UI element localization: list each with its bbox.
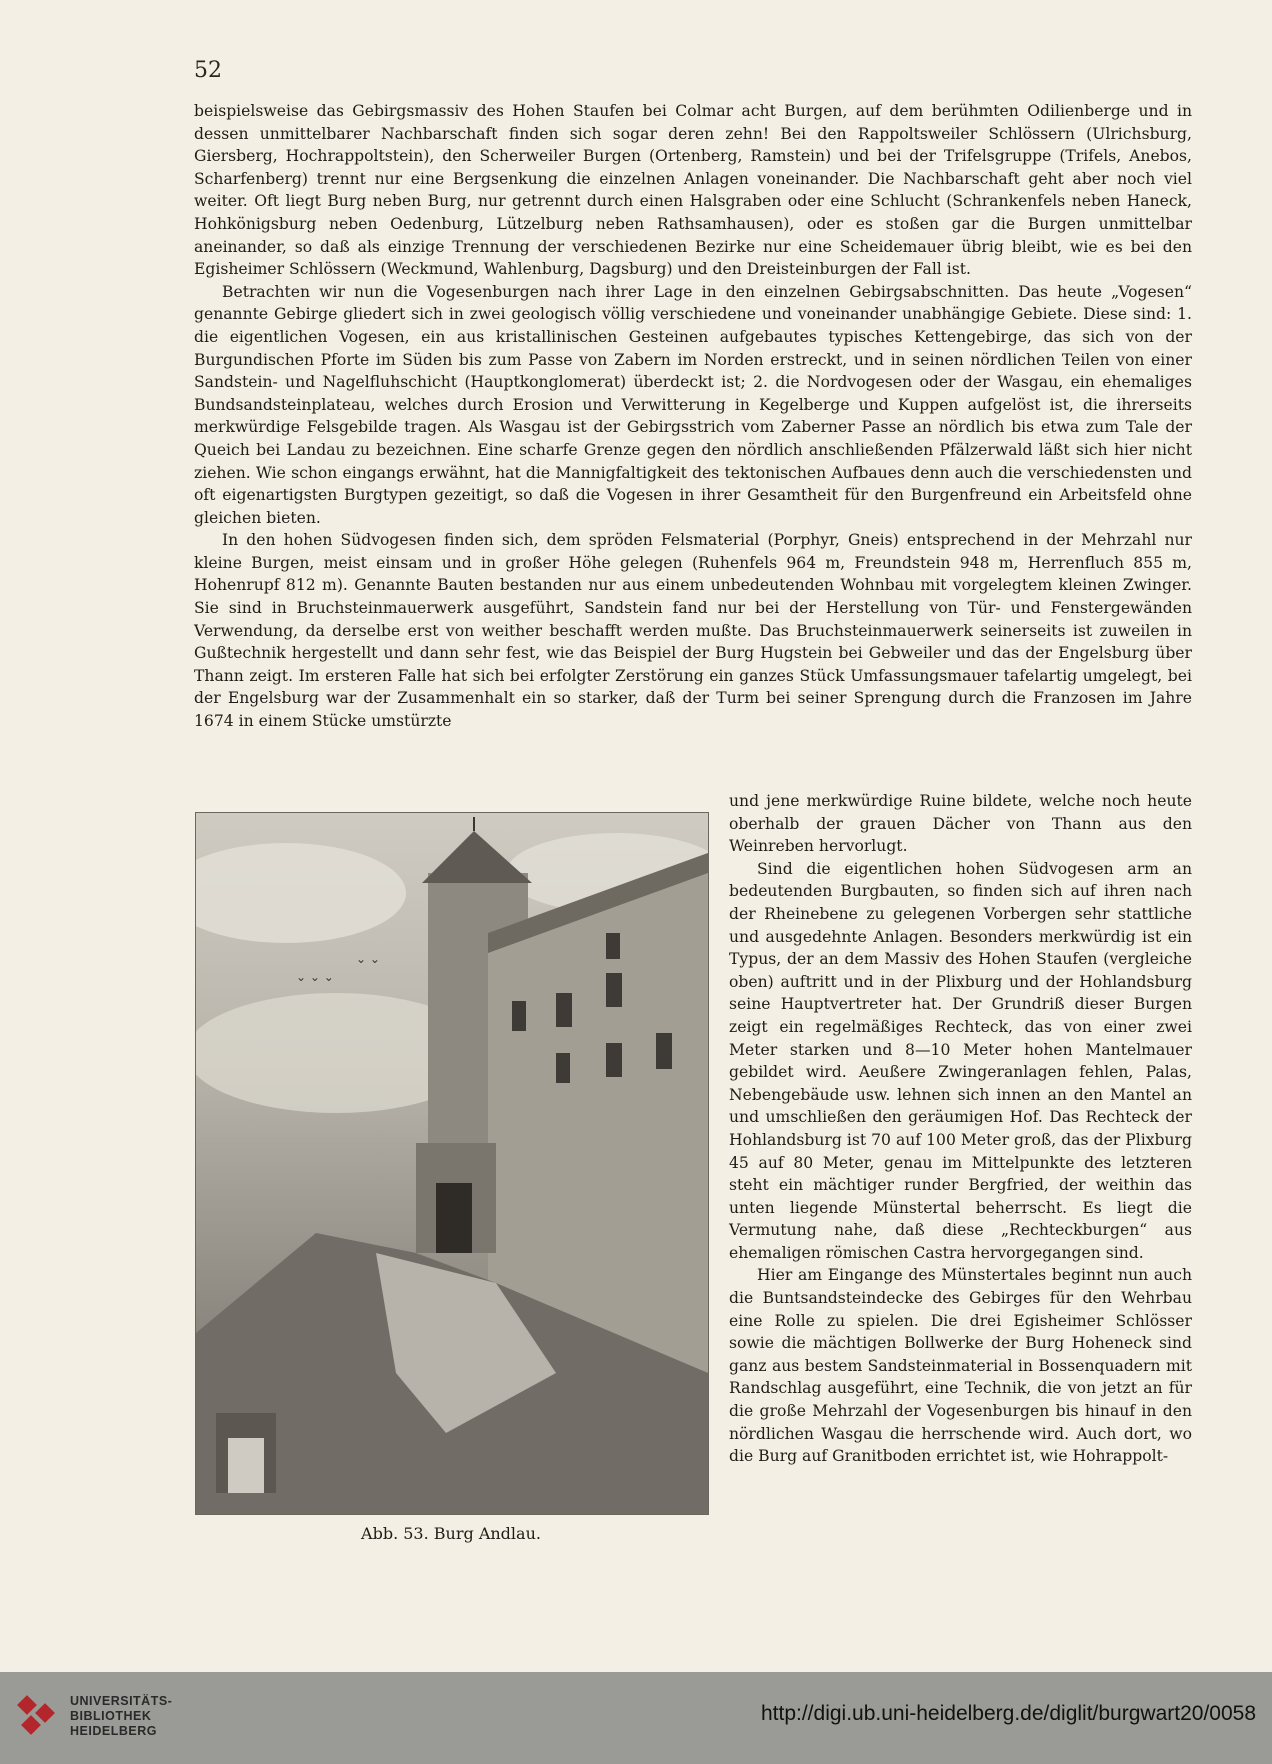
body-text-right-column bbox=[729, 790, 1192, 1468]
svg-text:⌄ ⌄: ⌄ ⌄ bbox=[356, 952, 380, 966]
figure-burg-andlau bbox=[195, 812, 709, 1515]
body-text-full-width bbox=[194, 100, 1192, 733]
paragraph-2: Betrachten wir nun die Vogesenburgen nach ihrer Lage in den einzelnen Gebirgsabschnitten. Das heute „Vogesen“ genannte Gebirge gliedert sich in zwei geologisch völlig verschiedene und voneinander unabhängige Gebiete. Diese sind: 1. die eigentlichen Vogesen, ein aus kristallinischen Gesteinen aufgebautes typisches Kettengebirge, das sich von der Burgundischen Pforte im Süden bis zum Passe von Zabern im Norden erstreckt, und in seinen nördlichen Teilen von einer Sandstein- und Nagelfluhschicht (Hauptkonglomerat) überdeckt ist; 2. die Nordvogesen oder der Wasgau, ein ehemaliges Bundsandsteinplateau, welches durch Erosion und Verwitterung in Kegelberge und Kuppen aufgelöst ist, die ihrerseits merkwürdige Felsgebilde tragen. Als Wasgau ist der Gebirgsstrich vom Zaberner Passe an nördlich bis etwa zum Tale der Queich bei Landau zu bezeichnen. Eine scharfe Grenze gegen den nördlich anschließenden Pfälzerwald läßt sich hier nicht ziehen. Wie schon eingangs erwähnt, hat die Mannigfaltigkeit des tektonischen Aufbaues denn auch die verschiedensten und oft eigenartigsten Burgtypen gezeitigt, so daß die Vogesen in ihrer Gesamtheit für den Burgenfreund ein Arbeitsfeld ohne gleichen bieten. bbox=[194, 282, 1192, 527]
library-name: UNIVERSITÄTS- BIBLIOTHEK HEIDELBERG bbox=[70, 1694, 173, 1738]
castle-illustration bbox=[196, 813, 708, 1514]
viewer-footer bbox=[0, 1672, 1272, 1764]
paragraph-1: beispielsweise das Gebirgsmassiv des Hohen Staufen bei Colmar acht Burgen, auf dem berühmten Odilienberge und in dessen unmittelbarer Nachbarschaft finden sich sogar deren zehn! Bei den Rappoltsweiler Schlössern (Ulrichsburg, Giersberg, Hochrappoltstein), den Scherweiler Burgen (Ortenberg, Ramstein) und bei der Trifelsgruppe (Trifels, Anebos, Scharfenberg) trennt nur eine Bergsenkung die einzelnen Anlagen voneinander. Die Nachbarschaft geht aber noch viel weiter. Oft liegt Burg neben Burg, nur getrennt durch einen Halsgraben oder eine Schlucht (Schrankenfels neben Haneck, Hohkönigsburg neben Oedenburg, Lützelburg neben Rathsamhausen), oder es stoßen gar die Burgen unmittelbar aneinander, so daß als einzige Trennung der verschiedenen Bezirke nur eine Scheidemauer übrig bleibt, wie es bei den Egisheimer Schlössern (Weckmund, Wahlenburg, Dagsburg) und den Dreisteinburgen der Fall ist. bbox=[194, 102, 1192, 279]
paragraph-3: In den hohen Südvogesen finden sich, dem spröden Felsmaterial (Porphyr, Gneis) entsprechend in der Mehrzahl nur kleine Burgen, meist einsam und in großer Höhe gelegen (Ruhenfels 964 m, Freundstein 948 m, Herrenfluch 855 m, Hohenrupf 812 m). Genannte Bauten bestanden nur aus einem unbedeutenden Wohnbau mit vorgelegtem kleinen Zwinger. Sie sind in Bruchsteinmauerwerk ausgeführt, Sandstein fand nur bei der Herstellung von Tür- und Fenstergewänden Verwendung, da derselbe erst von weither beschafft werden mußte. Das Bruchsteinmauerwerk seinerseits ist zuweilen in Gußtechnik hergestellt und dann sehr fest, wie das Beispiel der Burg Hugstein bei Gebweiler und das der Engelsburg über Thann zeigt. Im ersteren Falle hat sich bei erfolgter Zerstörung ein ganzes Stück Umfassungsmauer tafelartig umgelegt, bei der Engelsburg war der Zusammenhalt ein so starker, daß der Turm bei seiner Sprengung durch die Franzosen im Jahre 1674 in einem Stücke umstürzte bbox=[194, 531, 1192, 731]
figure-caption: Abb. 53. Burg Andlau. bbox=[361, 1524, 541, 1543]
page-number: 52 bbox=[194, 58, 222, 83]
university-library-logo-icon bbox=[14, 1692, 62, 1744]
svg-text:⌄ ⌄ ⌄: ⌄ ⌄ ⌄ bbox=[296, 970, 334, 984]
paragraph-4: und jene merkwürdige Ruine bildete, welche noch heute oberhalb der grauen Dächer von Thann aus den Weinreben hervorlugt. bbox=[729, 792, 1192, 856]
paragraph-6: Hier am Eingange des Münstertales beginnt nun auch die Buntsandsteindecke des Gebirges für den Wehrbau eine Rolle zu spielen. Die drei Egisheimer Schlösser sowie die mächtigen Bollwerke der Burg Hoheneck sind ganz aus bestem Sandsteinmaterial in Bossenquadern mit Randschlag ausgeführt, eine Technik, die von jetzt an für die große Mehrzahl der Vogesenburgen bis hinauf in den nördlichen Wasgau die herrschende wird. Auch dort, wo die Burg auf Granitboden errichtet ist, wie Hohrappolt- bbox=[729, 1266, 1192, 1466]
permalink-url[interactable]: http://digi.ub.uni-heidelberg.de/diglit/burgwart20/0058 bbox=[760, 1702, 1256, 1725]
paragraph-5: Sind die eigentlichen hohen Südvogesen arm an bedeutenden Burgbauten, so finden sich auf ihren nach der Rheinebene zu gelegenen Vorbergen sehr stattliche und ausgedehnte Anlagen. Besonders merkwürdig ist ein Typus, der an dem Massiv des Hohen Staufen (vergleiche oben) auftritt und in der Plixburg und der Hohlandsburg seine Hauptvertreter hat. Der Grundriß dieser Burgen zeigt ein regelmäßiges Rechteck, das von einer zwei Meter starken und 8—10 Meter hohen Mantelmauer gebildet wird. Aeußere Zwingeranlagen fehlen, Palas, Nebengebäude usw. lehnen sich innen an den Mantel an und umschließen den geräumigen Hof. Das Rechteck der Hohlandsburg ist 70 auf 100 Meter groß, das der Plixburg 45 auf 80 Meter, genau im Mittelpunkte des letzteren steht ein mächtiger runder Bergfried, der weithin das unten liegende Münstertal beherrscht. Es liegt die Vermutung nahe, daß diese „Rechteckburgen“ aus ehemaligen römischen Castra hervorgegangen sind. bbox=[729, 859, 1192, 1262]
